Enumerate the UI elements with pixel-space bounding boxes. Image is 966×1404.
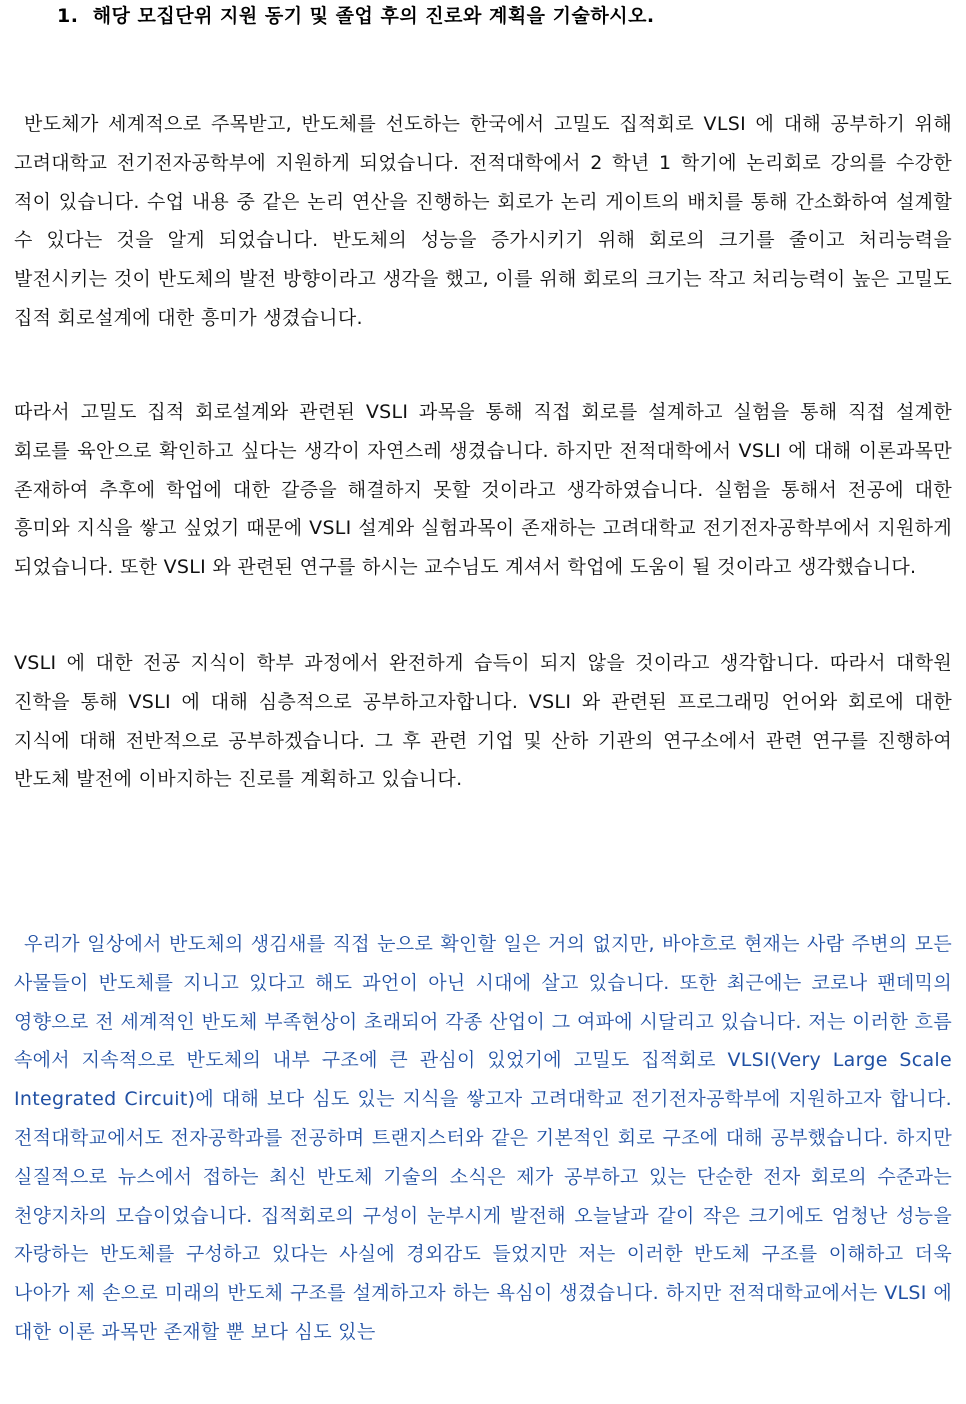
question-heading xyxy=(57,4,655,28)
draft-paragraph-1: 반도체가 세계적으로 주목받고, 반도체를 선도하는 한국에서 고밀도 집적회로 VLSI 에 대해 공부하기 위해 고려대학교 전기전자공학부에 지원하게 되었습니다. 전적대학에서 2 학년 1 학기에 논리회로 강의를 수강한 적이 있습니다. 수업 내용 중 같은 논리 연산을 진행하는 회로가 논리 게이트의 배치를 통해 간소화하여 설계할 수 있다는 것을 알게 되었습니다. 반도체의 성능을 증가시키기 위해 회로의 크기를 줄이고 처리능력을 발전시키는 것이 반도체의 발전 방향이라고 생각을 했고, 이를 위해 회로의 크기는 작고 처리능력이 높은 고밀도 집적 회로설계에 대한 흥미가 생겼습니다. xyxy=(14,113,952,329)
question-number: 1. xyxy=(57,5,79,27)
draft-paragraph-2: 따라서 고밀도 집적 회로설계와 관련된 VSLI 과목을 통해 직접 회로를 설계하고 실험을 통해 직접 설계한 회로를 육안으로 확인하고 싶다는 생각이 자연스레 생겼습니다. 하지만 전적대학에서 VSLI 에 대해 이론과목만 존재하여 추후에 학업에 대한 갈증을 해결하지 못할 것이라고 생각하였습니다. 실험을 통해서 전공에 대한 흥미와 지식을 쌓고 싶었기 때문에 VSLI 설계와 실험과목이 존재하는 고려대학교 전기전자공학부에서 지원하게 되었습니다. 또한 VSLI 와 관련된 연구를 하시는 교수님도 계셔서 학업에 도움이 될 것이라고 생각했습니다. xyxy=(14,401,952,579)
question-text: 해당 모집단위 지원 동기 및 졸업 후의 진로와 계획을 기술하시오. xyxy=(92,5,655,27)
revised-paragraph-1: 우리가 일상에서 반도체의 생김새를 직접 눈으로 확인할 일은 거의 없지만, 바야흐로 현재는 사람 주변의 모든 사물들이 반도체를 지니고 있다고 해도 과언이 아닌 시대에 살고 있습니다. 또한 최근에는 코로나 팬데믹의 영향으로 전 세계적인 반도체 부족현상이 초래되어 각종 산업이 그 여파에 시달리고 있습니다. 저는 이러한 흐름 속에서 지속적으로 반도체의 내부 구조에 큰 관심이 있었기에 고밀도 집적회로 VLSI(Very Large Scale Integrated Circuit)에 대해 보다 심도 있는 지식을 쌓고자 고려대학교 전기전자공학부에 지원하고자 합니다. 전적대학교에서도 전자공학과를 전공하며 트랜지스터와 같은 기본적인 회로 구조에 대해 공부했습니다. 하지만 실질적으로 뉴스에서 접하는 최신 반도체 기술의 소식은 제가 공부하고 있는 단순한 전자 회로의 수준과는 천양지차의 모습이었습니다. 집적회로의 구성이 눈부시게 발전해 오늘날과 같이 작은 크기에도 엄청난 성능을 자랑하는 반도체를 구성하고 있다는 사실에 경외감도 들었지만 저는 이러한 반도체 구조를 이해하고 더욱 나아가 제 손으로 미래의 반도체 구조를 설계하고자 하는 욕심이 생겼습니다. 하지만 전적대학교에서는 VLSI 에 대한 이론 과목만 존재할 뿐 보다 심도 있는 xyxy=(14,933,952,1343)
draft-paragraph-3: VSLI 에 대한 전공 지식이 학부 과정에서 완전하게 습득이 되지 않을 것이라고 생각합니다. 따라서 대학원 진학을 통해 VSLI 에 대해 심층적으로 공부하고자합니다. VSLI 와 관련된 프로그래밍 언어와 회로에 대한 지식에 대해 전반적으로 공부하겠습니다. 그 후 관련 기업 및 산하 기관의 연구소에서 관련 연구를 진행하여 반도체 발전에 이바지하는 진로를 계획하고 있습니다. xyxy=(14,652,952,791)
